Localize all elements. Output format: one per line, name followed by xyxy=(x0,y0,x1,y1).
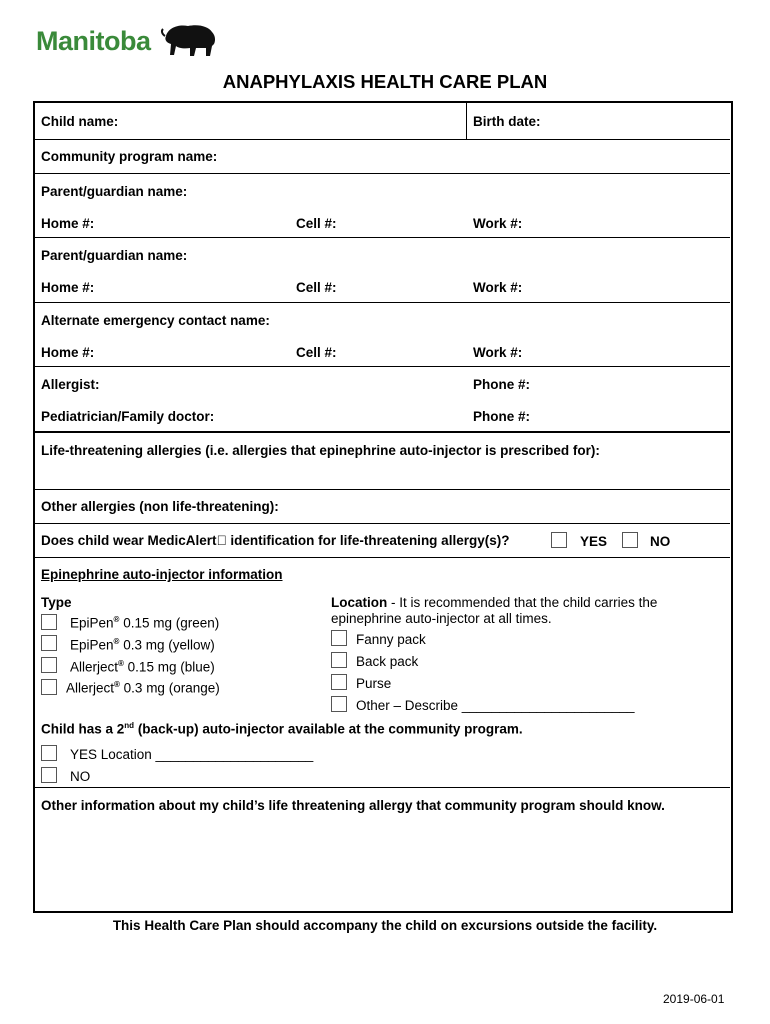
guardian2-cell-label: Cell #: xyxy=(296,280,337,295)
medicalert-yes-label: YES xyxy=(580,534,608,549)
allergist-label: Allergist: xyxy=(41,377,100,392)
location-fanny-pack: Fanny pack xyxy=(356,632,426,647)
guardian1-work-label: Work #: xyxy=(473,216,523,231)
health-plan-form xyxy=(33,101,733,913)
medicalert-row xyxy=(35,524,730,558)
bison-icon xyxy=(160,22,218,60)
epipen-03-checkbox[interactable] xyxy=(41,635,57,651)
allerject-015-checkbox[interactable] xyxy=(41,657,57,673)
location-note-line2: epinephrine auto-injector at all times. xyxy=(331,611,552,626)
guardian2-row xyxy=(35,238,730,303)
location-back-pack: Back pack xyxy=(356,654,419,669)
location-heading-line: Location - It is recommended that the child carries the xyxy=(331,595,658,610)
medicalert-question: Does child wear MedicAlert identification for life-threatening allergy(s)? xyxy=(41,533,500,548)
divider xyxy=(466,103,467,139)
life-threatening-row xyxy=(35,433,730,490)
medicalert-yes-checkbox[interactable] xyxy=(551,532,567,548)
back-pack-checkbox[interactable] xyxy=(331,652,347,668)
alternate-name-label: Alternate emergency contact name: xyxy=(41,313,270,328)
pediatrician-phone-label: Phone #: xyxy=(473,409,531,424)
life-threatening-label: Life-threatening allergies (i.e. allergies that epinephrine auto-injector is prescribed for): xyxy=(41,443,600,458)
pediatrician-label: Pediatrician/Family doctor: xyxy=(41,409,215,424)
location-purse: Purse xyxy=(356,676,392,691)
medicalert-no-checkbox[interactable] xyxy=(622,532,638,548)
fanny-pack-checkbox[interactable] xyxy=(331,630,347,646)
injector-heading: Epinephrine auto-injector information xyxy=(41,567,283,582)
allergist-phone-label: Phone #: xyxy=(473,377,531,392)
birth-date-label: Birth date: xyxy=(473,114,541,129)
backup-no-checkbox[interactable] xyxy=(41,767,57,783)
guardian1-home-label: Home #: xyxy=(41,216,95,231)
backup-yes-label: YES Location _____________________ xyxy=(70,747,314,762)
guardian1-name-label: Parent/guardian name: xyxy=(41,184,188,199)
other-location-checkbox[interactable] xyxy=(331,696,347,712)
allerject-03-checkbox[interactable] xyxy=(41,679,57,695)
logo-text: Manitoba xyxy=(36,26,151,56)
guardian1-cell-label: Cell #: xyxy=(296,216,337,231)
type-option-2: EpiPen® 0.3 mg (yellow) xyxy=(70,637,215,653)
alternate-home-label: Home #: xyxy=(41,345,95,360)
child-name-label: Child name: xyxy=(41,114,119,129)
backup-yes-checkbox[interactable] xyxy=(41,745,57,761)
alternate-row xyxy=(35,303,730,367)
type-option-4: Allerject® 0.3 mg (orange) xyxy=(66,680,220,696)
other-info-section xyxy=(35,788,730,910)
injector-section xyxy=(35,558,730,788)
purse-checkbox[interactable] xyxy=(331,674,347,690)
other-allergies-label: Other allergies (non life-threatening): xyxy=(41,499,279,514)
program-name-label: Community program name: xyxy=(41,149,218,164)
revision-date: 2019-06-01 xyxy=(663,992,725,1006)
child-row xyxy=(35,103,730,140)
guardian2-work-label: Work #: xyxy=(473,280,523,295)
type-heading: Type xyxy=(41,595,72,610)
type-option-3: Allerject® 0.15 mg (blue) xyxy=(70,659,215,675)
doctors-row xyxy=(35,367,730,433)
backup-question: Child has a 2nd (back-up) auto-injector available at the community program. xyxy=(41,721,523,737)
medicalert-no-label: NO xyxy=(650,534,671,549)
backup-no-label: NO xyxy=(70,769,91,784)
location-other: Other – Describe _______________________ xyxy=(356,698,635,713)
other-info-label: Other information about my child’s life threatening allergy that community program should know. xyxy=(41,798,665,813)
guardian2-name-label: Parent/guardian name: xyxy=(41,248,188,263)
epipen-015-checkbox[interactable] xyxy=(41,614,57,630)
alternate-work-label: Work #: xyxy=(473,345,523,360)
other-allergies-row xyxy=(35,490,730,524)
alternate-cell-label: Cell #: xyxy=(296,345,337,360)
page-title: ANAPHYLAXIS HEALTH CARE PLAN xyxy=(222,71,548,92)
guardian1-row xyxy=(35,174,730,238)
footer-note: This Health Care Plan should accompany the child on excursions outside the facility. xyxy=(112,918,658,933)
manitoba-logo xyxy=(36,22,218,62)
guardian2-home-label: Home #: xyxy=(41,280,95,295)
type-option-1: EpiPen® 0.15 mg (green) xyxy=(70,615,220,631)
program-row xyxy=(35,140,730,174)
